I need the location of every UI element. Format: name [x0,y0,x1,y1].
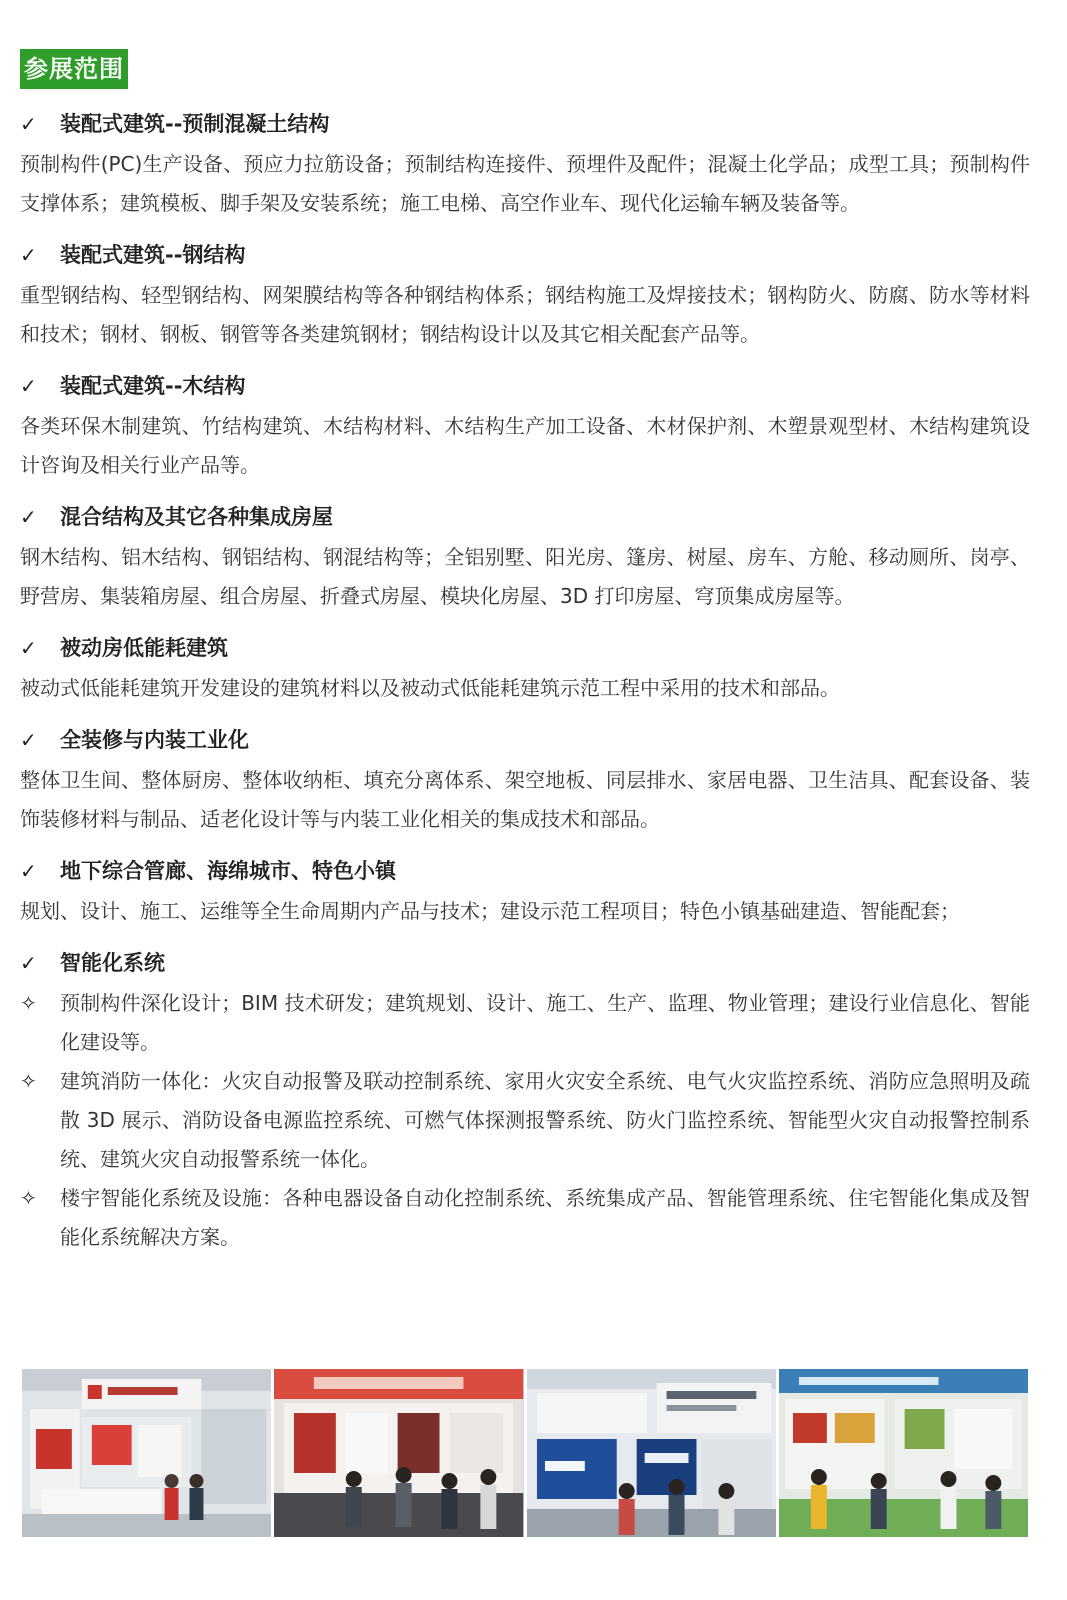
scope-section [20,234,1030,354]
scope-section-body: 各类环保木制建筑、竹结构建筑、木结构材料、木结构生产加工设备、木材保护剂、木塑景观型材、木结构建筑设计咨询及相关行业产品等。 [20,414,1030,477]
scope-section-body: 整体卫生间、整体厨房、整体收纳柜、填充分离体系、架空地板、同层排水、家居电器、卫生洁具、配套设备、装饰装修材料与制品、适老化设计等与内装工业化相关的集成技术和部品。 [20,768,1030,831]
smart-system-item-text: 建筑消防一体化：火灾自动报警及联动控制系统、家用火灾安全系统、电气火灾监控系统、消防应急照明及疏散 3D 展示、消防设备电源监控系统、可燃气体探测报警系统、防火门监控系统、智能型火灾自动报警控制系统、建筑火灾自动报警系统一体化。 [60,1069,1030,1171]
scope-section-header [20,103,1030,145]
scope-section-header [20,627,1030,669]
check-icon: ✓ [20,728,37,752]
smart-system-item [20,1062,1030,1179]
scope-section-title: 装配式建筑--钢结构 [60,243,246,267]
check-icon: ✓ [20,374,37,398]
scope-section-header [20,365,1030,407]
exhibition-photo-booth-2 [274,1369,523,1537]
scope-section [20,103,1030,223]
scope-section-body: 预制构件(PC)生产设备、预应力拉筋设备；预制结构连接件、预埋件及配件；混凝土化学品；成型工具；预制构件支撑体系；建筑模板、脚手架及安装系统；施工电梯、高空作业车、现代化运输车辆及装备等。 [20,152,1030,215]
scope-section [20,719,1030,839]
check-icon: ✓ [20,243,37,267]
scope-section-title: 智能化系统 [60,951,165,975]
scope-section-body: 钢木结构、铝木结构、钢铝结构、钢混结构等；全铝别墅、阳光房、篷房、树屋、房车、方舱、移动厕所、岗亭、野营房、集装箱房屋、组合房屋、折叠式房屋、模块化房屋、3D 打印房屋、穹顶集成房屋等。 [20,545,1030,608]
scope-section-title: 装配式建筑--预制混凝土结构 [60,112,330,136]
exhibition-photo-strip [22,1369,1028,1537]
exhibition-photo-booth-4 [779,1369,1028,1537]
check-icon: ✓ [20,951,37,975]
smart-system-item [20,984,1030,1062]
scope-sections [20,103,1030,1268]
section-title-badge: 参展范围 [20,49,128,89]
smart-system-item-text: 预制构件深化设计；BIM 技术研发；建筑规划、设计、施工、生产、监理、物业管理；建设行业信息化、智能化建设等。 [60,991,1030,1054]
scope-section [20,365,1030,485]
scope-section-header [20,234,1030,276]
check-icon: ✓ [20,636,37,660]
scope-section-header [20,719,1030,761]
star-bullet-icon: ✧ [20,991,37,1015]
check-icon: ✓ [20,859,37,883]
scope-section-title: 地下综合管廊、海绵城市、特色小镇 [60,859,396,883]
scope-section [20,850,1030,931]
check-icon: ✓ [20,505,37,529]
star-bullet-icon: ✧ [20,1186,37,1210]
check-icon: ✓ [20,112,37,136]
scope-section-title: 被动房低能耗建筑 [60,636,228,660]
smart-system-item [20,1179,1030,1257]
scope-section-header [20,850,1030,892]
smart-systems-section [20,942,1030,1257]
scope-section-title: 装配式建筑--木结构 [60,374,246,398]
star-bullet-icon: ✧ [20,1069,37,1093]
exhibition-photo-booth-3 [527,1369,776,1537]
scope-section-body: 重型钢结构、轻型钢结构、网架膜结构等各种钢结构体系；钢结构施工及焊接技术；钢构防火、防腐、防水等材料和技术；钢材、钢板、钢管等各类建筑钢材；钢结构设计以及其它相关配套产品等。 [20,283,1030,346]
scope-section [20,496,1030,616]
scope-section-title: 混合结构及其它各种集成房屋 [60,505,333,529]
exhibition-photo-booth-1 [22,1369,271,1537]
scope-section-header [20,942,1030,984]
scope-section-header [20,496,1030,538]
smart-system-item-text: 楼宇智能化系统及设施：各种电器设备自动化控制系统、系统集成产品、智能管理系统、住宅智能化集成及智能化系统解决方案。 [60,1186,1030,1249]
scope-section [20,627,1030,708]
scope-section-title: 全装修与内装工业化 [60,728,249,752]
scope-section-body: 规划、设计、施工、运维等全生命周期内产品与技术；建设示范工程项目；特色小镇基础建造、智能配套； [20,899,960,923]
scope-section-body: 被动式低能耗建筑开发建设的建筑材料以及被动式低能耗建筑示范工程中采用的技术和部品。 [20,676,840,700]
